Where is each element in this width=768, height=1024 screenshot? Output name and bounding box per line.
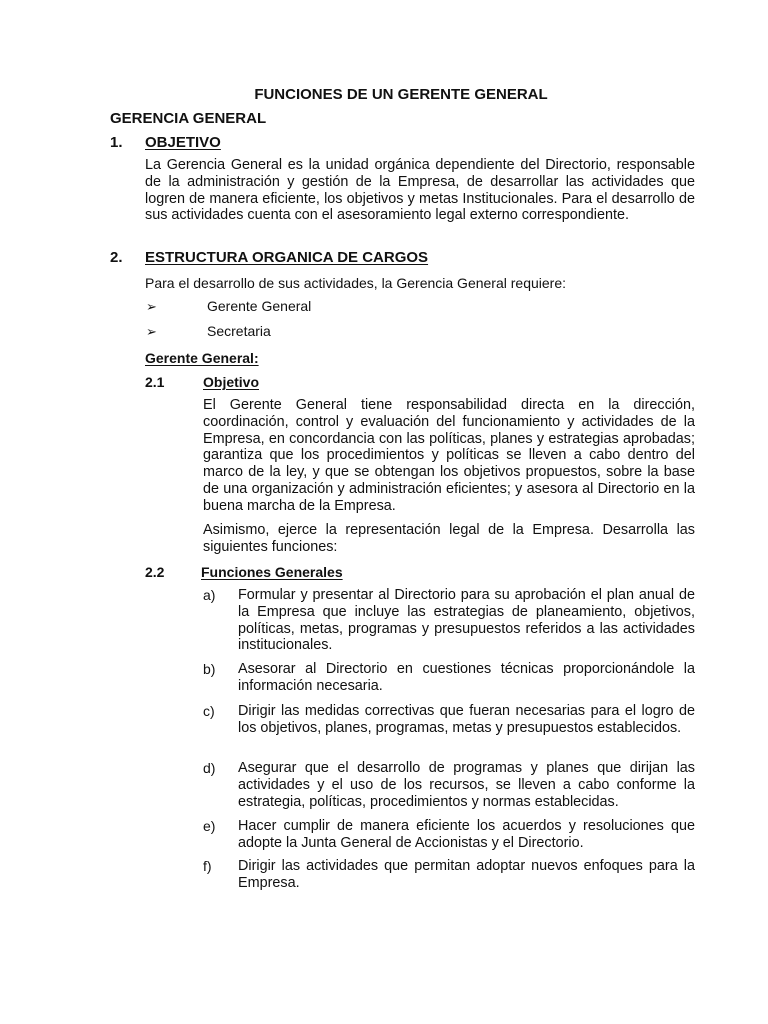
list-item-label: d) — [203, 760, 216, 776]
list-item-text: Formular y presentar al Directorio para su aprobación el plan anual de la Empresa que incluye las estrategias de planeamiento, objetivos, políticas, metas, programas y presupuestos referidos a las actividades institucionales. — [238, 587, 695, 654]
list-item-text: Dirigir las medidas correctivas que fueran necesarias para el logro de los objetivos, planes, programas, metas y presupuestos establecidos. — [238, 703, 695, 736]
bullet-item: Secretaria — [207, 323, 271, 339]
list-item-label: b) — [203, 661, 216, 677]
section-1-paragraph: La Gerencia General es la unidad orgánica dependiente del Directorio, responsable de la administración y gestión de la Empresa, de desarrollar las actividades que logren de manera eficiente, los objetivos y metas Institucionales. Para el desarrollo de sus actividades cuenta con el asesoramiento legal externo correspondiente. — [145, 157, 695, 224]
section-2-heading: ESTRUCTURA ORGANICA DE CARGOS — [145, 249, 429, 266]
role-heading: Gerente General: — [145, 350, 259, 366]
document-title: FUNCIONES DE UN GERENTE GENERAL — [254, 86, 548, 103]
subsection-2-1-paragraph: El Gerente General tiene responsabilidad directa en la dirección, coordinación, control y evaluación del funcionamiento y actividades de la Empresa, en concordancia con las políticas, planes y estrategias aprobadas; garantiza que los procedimientos y políticas se lleven a cabo dentro del marco de la ley, y que se obtengan los objetivos propuestos, sobre la base de una organización y administración eficientes; y asesora al Directorio en la buena marcha de la Empresa. — [203, 397, 695, 514]
list-item-label: e) — [203, 818, 216, 834]
subsection-2-2-heading: Funciones Generales — [201, 564, 343, 580]
list-item-label: c) — [203, 703, 215, 719]
section-2-number: 2. — [110, 249, 123, 266]
list-item-label: a) — [203, 587, 216, 603]
list-item-label: f) — [203, 858, 212, 874]
subsection-2-1-paragraph: Asimismo, ejerce la representación legal de la Empresa. Desarrolla las siguientes funciones: — [203, 522, 695, 555]
arrow-bullet-icon: ➢ — [146, 299, 157, 314]
subsection-2-2-number: 2.2 — [145, 564, 165, 580]
list-item-text: Dirigir las actividades que permitan adoptar nuevos enfoques para la Empresa. — [238, 858, 695, 891]
section-1-number: 1. — [110, 134, 123, 151]
subsection-2-1-heading: Objetivo — [203, 374, 260, 390]
section-title: GERENCIA GENERAL — [110, 110, 267, 127]
arrow-bullet-icon: ➢ — [146, 324, 157, 339]
bullet-item: Gerente General — [207, 298, 312, 314]
list-item-text: Asegurar que el desarrollo de programas y planes que dirijan las actividades y el uso de los recursos, se lleven a cabo conforme la estrategia, políticas, procedimientos y normas establecidas. — [238, 760, 695, 810]
list-item-text: Asesorar al Directorio en cuestiones técnicas proporcionándole la información necesaria. — [238, 661, 695, 694]
section-2-intro: Para el desarrollo de sus actividades, la Gerencia General requiere: — [145, 275, 567, 291]
section-1-heading: OBJETIVO — [145, 134, 221, 151]
subsection-2-1-number: 2.1 — [145, 374, 165, 390]
list-item-text: Hacer cumplir de manera eficiente los acuerdos y resoluciones que adopte la Junta General de Accionistas y el Directorio. — [238, 818, 695, 851]
